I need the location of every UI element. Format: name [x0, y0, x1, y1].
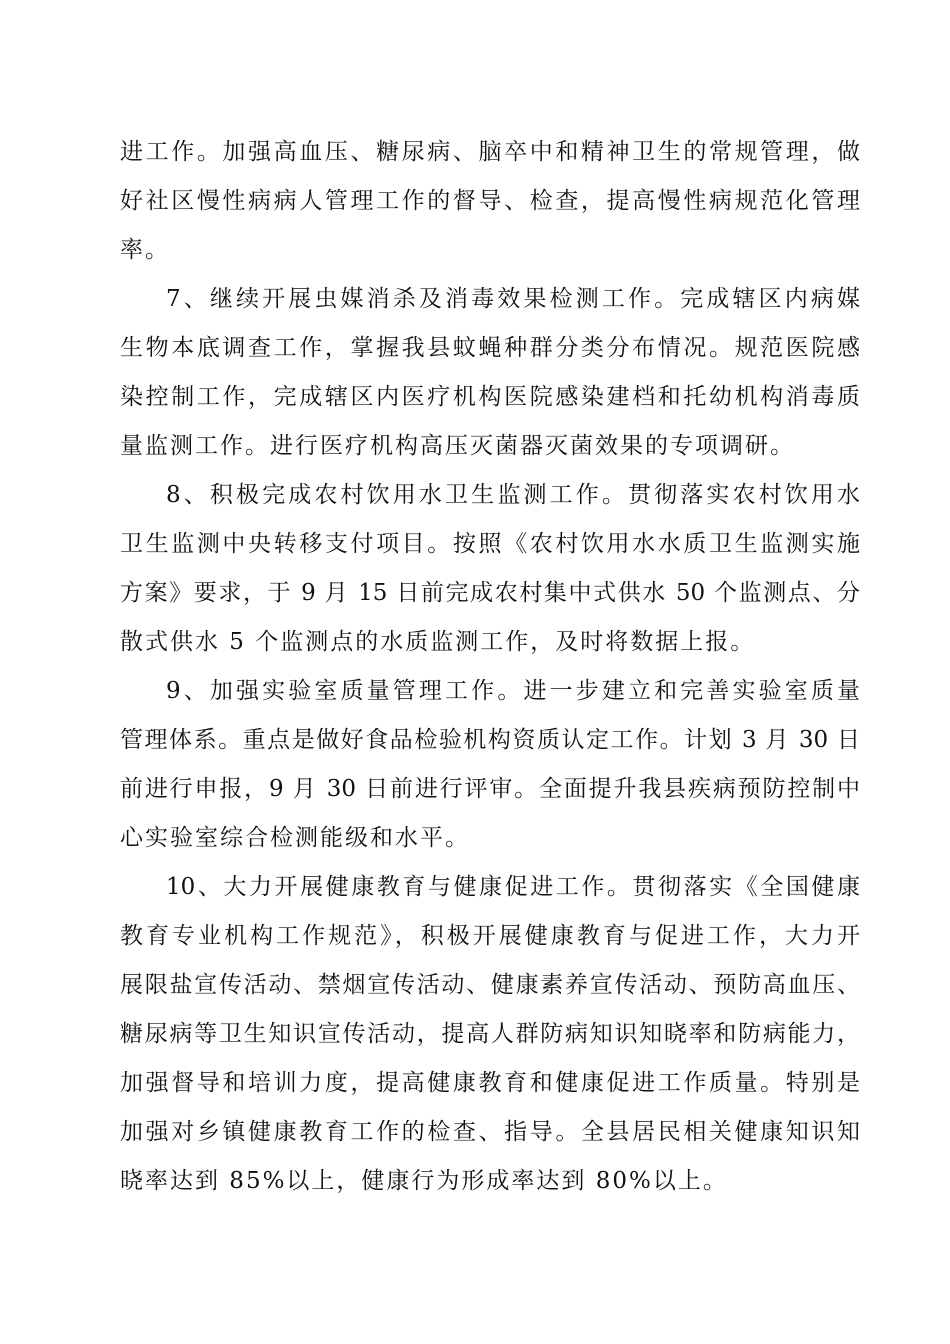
text-line: 加强督导和培训力度，提高健康教育和健康促进工作质量。特别是: [120, 1070, 860, 1096]
text-line: 晓率达到 85%以上，健康行为形成率达到 80%以上。: [120, 1168, 728, 1194]
text-line: 染控制工作，完成辖区内医疗机构医院感染建档和托幼机构消毒质: [120, 384, 860, 410]
text-line: 心实验室综合检测能级和水平。: [120, 825, 470, 851]
text-line: 10、大力开展健康教育与健康促进工作。贯彻落实《全国健康: [166, 874, 860, 900]
text-line: 散式供水 5 个监测点的水质监测工作，及时将数据上报。: [120, 629, 756, 655]
text-line: 教育专业机构工作规范》，积极开展健康教育与促进工作，大力开: [120, 923, 860, 949]
document-body: [120, 128, 860, 1206]
text-line: 糖尿病等卫生知识宣传活动，提高人群防病知识知晓率和防病能力，: [120, 1021, 860, 1047]
text-line: 卫生监测中央转移支付项目。按照《农村饮用水水质卫生监测实施: [120, 531, 860, 557]
text-line: 生物本底调查工作，掌握我县蚊蝇种群分类分布情况。规范医院感: [120, 335, 860, 361]
text-line: 量监测工作。进行医疗机构高压灭菌器灭菌效果的专项调研。: [120, 433, 795, 459]
text-line: 前进行申报，9 月 30 日前进行评审。全面提升我县疾病预防控制中: [120, 776, 860, 802]
text-line: 方案》要求，于 9 月 15 日前完成农村集中式供水 50 个监测点、分: [120, 580, 860, 606]
text-line: 9、加强实验室质量管理工作。进一步建立和完善实验室质量: [166, 678, 860, 704]
text-line: 率。: [120, 237, 170, 263]
text-line: 展限盐宣传活动、禁烟宣传活动、健康素养宣传活动、预防高血压、: [120, 972, 860, 998]
text-line: 加强对乡镇健康教育工作的检查、指导。全县居民相关健康知识知: [120, 1119, 860, 1145]
text-line: 管理体系。重点是做好食品检验机构资质认定工作。计划 3 月 30 日: [120, 727, 860, 753]
text-line: 7、继续开展虫媒消杀及消毒效果检测工作。完成辖区内病媒: [166, 286, 860, 312]
text-line: 8、积极完成农村饮用水卫生监测工作。贯彻落实农村饮用水: [166, 482, 860, 508]
text-line: 好社区慢性病病人管理工作的督导、检查，提高慢性病规范化管理: [120, 188, 860, 214]
text-line: 进工作。加强高血压、糖尿病、脑卒中和精神卫生的常规管理，做: [120, 139, 860, 165]
